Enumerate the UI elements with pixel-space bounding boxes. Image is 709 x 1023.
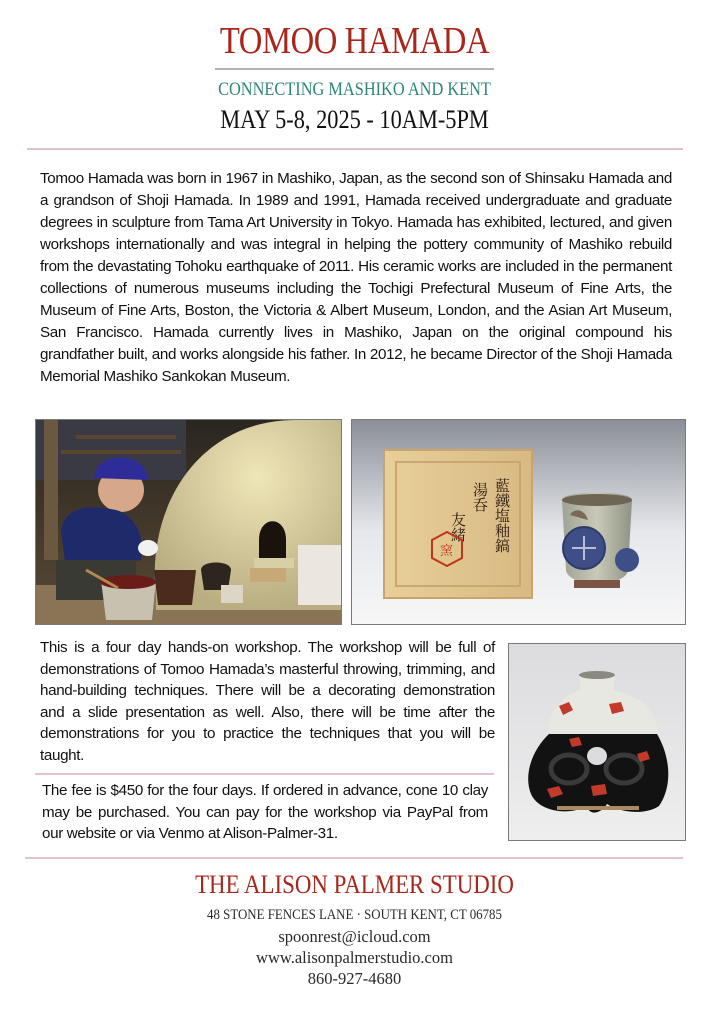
signed-box-and-cup-photo xyxy=(351,419,686,625)
knot-vase-illustration xyxy=(509,644,685,840)
footer-divider xyxy=(25,857,683,859)
event-title: TOMOO HAMADA xyxy=(219,20,490,62)
fee-details: The fee is $450 for the four days. If ordered in advance, cone 10 clay may be purchased. You can pay for the workshop via PayPal from our website or via Venmo at Alison-Palmer-31. xyxy=(42,782,488,842)
title-divider xyxy=(215,68,494,70)
signed-box-and-cup-illustration xyxy=(352,420,685,624)
box-inscription-3: 友緒 xyxy=(449,512,467,542)
studio-website-link[interactable]: www.alisonpalmerstudio.com xyxy=(256,948,453,967)
studio-email-link[interactable]: spoonrest@icloud.com xyxy=(278,927,431,946)
artist-at-kiln-photo xyxy=(35,419,342,625)
event-dates: MAY 5-8, 2025 - 10AM-5PM xyxy=(220,105,489,134)
box-inscription-1: 藍鐵塩釉鎬 xyxy=(493,478,511,553)
header-divider xyxy=(27,148,683,150)
event-subtitle: CONNECTING MASHIKO AND KENT xyxy=(218,79,491,100)
workshop-divider xyxy=(35,773,494,775)
studio-phone: 860-927-4680 xyxy=(307,969,402,988)
workshop-description: This is a four day hands-on workshop. The workshop will be full of demonstrations of Tomoo Hamada’s masterful throwing, trimming, and hand-building techniques. There will be a decorating demonstration and a slide presentation as well. Also, there will be time after the demonstrations for you to practice the techniques that you will be taught. xyxy=(40,639,495,764)
studio-address: 48 STONE FENCES LANE · SOUTH KENT, CT 06785 xyxy=(207,907,502,923)
studio-name: THE ALISON PALMER STUDIO xyxy=(195,870,514,899)
seal-character: 窯 xyxy=(440,544,454,559)
artist-bio: Tomoo Hamada was born in 1967 in Mashiko, Japan, as the second son of Shinsaku Hamada and a grandson of Shoji Hamada. In 1989 and 1991, Hamada received undergraduate and graduate degrees in sculpture from Tama Art University in Tokyo. Hamada has exhibited, lectured, and given workshops internationally and was integral in helping the pottery community of Mashiko rebuild from the devastating Tohoku earthquake of 2011. His ceramic works are included in the permanent collections of numerous museums including the Tochigi Prefectural Museum of Fine Arts, the Museum of Fine Arts, Boston, the Victoria & Albert Museum, London, and the Asian Art Museum, San Francisco. Hamada currently lives in Mashiko, Japan on the original compound his grandfather built, and works alongside his father. In 2012, he became Director of the Shoji Hamada Memorial Mashiko Sankokan Museum. xyxy=(40,170,672,385)
artist-at-kiln-illustration xyxy=(36,420,341,624)
box-inscription-2: 湯呑 xyxy=(471,482,489,512)
knot-vase-photo xyxy=(508,643,686,841)
